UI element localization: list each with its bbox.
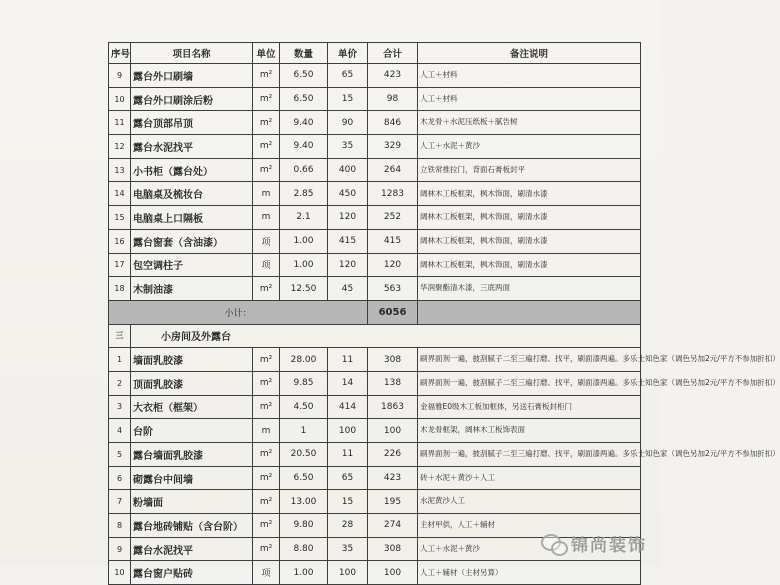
table-row	[109, 206, 641, 230]
row-no: 5	[109, 443, 131, 467]
row-name: 露台外口刷墙	[131, 64, 253, 88]
row-note: 人工＋辅材（主材另算）	[418, 561, 641, 585]
row-qty: 13.00	[280, 490, 328, 514]
row-no: 8	[109, 514, 131, 538]
row-name: 包空调柱子	[131, 253, 253, 277]
row-note: 水泥黄沙人工	[418, 490, 641, 514]
header-qty: 数量	[280, 43, 328, 64]
row-price: 400	[328, 158, 368, 182]
row-unit: 项	[253, 229, 280, 253]
row-note: 刷界面剂一遍，披刮腻子二至三遍打磨、找平，刷面漆两遍。多乐士知色家（调色另加2元/平方不参加折扣）	[418, 443, 641, 467]
row-note: 刷界面剂一遍，披刮腻子二至三遍打磨、找平，刷面漆两遍。多乐士知色家（调色另加2元/平方不参加折扣）	[418, 371, 641, 395]
table-row	[109, 443, 641, 467]
row-total: 308	[368, 537, 418, 561]
row-total: 846	[368, 111, 418, 135]
section-row	[109, 324, 641, 348]
row-total: 226	[368, 443, 418, 467]
row-name: 粉墙面	[131, 490, 253, 514]
quotation-table	[108, 42, 780, 585]
row-qty: 6.50	[280, 87, 328, 111]
table-header-row	[109, 43, 641, 64]
row-unit: m²	[253, 395, 280, 419]
table-row	[109, 419, 641, 443]
row-price: 35	[328, 537, 368, 561]
row-unit: m	[253, 419, 280, 443]
row-price: 14	[328, 371, 368, 395]
row-no: 10	[109, 561, 131, 585]
row-note: 砖＋水泥＋黄沙＋人工	[418, 466, 641, 490]
header-name: 项目名称	[131, 43, 253, 64]
row-name: 露台窗户贴砖	[131, 561, 253, 585]
row-note: 人工＋水泥＋黄沙	[418, 135, 641, 159]
row-note: 阔林木工板框架，枫木饰面，刷清水漆	[418, 182, 641, 206]
row-name: 露台地砖铺贴（含台阶）	[131, 514, 253, 538]
row-price: 65	[328, 466, 368, 490]
row-unit: m²	[253, 111, 280, 135]
row-unit: 项	[253, 253, 280, 277]
row-unit: m²	[253, 443, 280, 467]
table-row	[109, 111, 641, 135]
table-row	[109, 253, 641, 277]
header-note: 备注说明	[418, 43, 641, 64]
row-name: 墙面乳胶漆	[131, 348, 253, 372]
row-price: 65	[328, 64, 368, 88]
row-total: 308	[368, 348, 418, 372]
row-unit: m²	[253, 466, 280, 490]
subtotal-note	[418, 300, 641, 324]
row-note: 金福雅E0级木工板加框体，另送石膏板封柜门	[418, 395, 641, 419]
row-price: 450	[328, 182, 368, 206]
row-price: 11	[328, 443, 368, 467]
table-row	[109, 87, 641, 111]
row-price: 120	[328, 253, 368, 277]
table-row	[109, 348, 641, 372]
row-name: 电脑桌上口隔板	[131, 206, 253, 230]
row-note: 人工＋材料	[418, 64, 641, 88]
row-total: 329	[368, 135, 418, 159]
row-no: 2	[109, 371, 131, 395]
row-no: 3	[109, 395, 131, 419]
row-no: 17	[109, 253, 131, 277]
row-total: 264	[368, 158, 418, 182]
row-no: 6	[109, 466, 131, 490]
row-no: 15	[109, 206, 131, 230]
row-qty: 1.00	[280, 253, 328, 277]
table-row	[109, 277, 641, 301]
row-price: 15	[328, 87, 368, 111]
wechat-icon	[541, 534, 567, 554]
row-note: 木龙骨＋水泥压纸板＋腻告树	[418, 111, 641, 135]
row-no: 18	[109, 277, 131, 301]
row-note: 阔林木工板框架，枫木饰面，刷清水漆	[418, 206, 641, 230]
row-name: 木制油漆	[131, 277, 253, 301]
row-unit: m²	[253, 371, 280, 395]
section-title: 小房间及外露台	[131, 324, 641, 348]
row-qty: 9.80	[280, 514, 328, 538]
row-name: 露台外口刷涂后粉	[131, 87, 253, 111]
row-unit: m²	[253, 490, 280, 514]
row-note: 人工＋材料	[418, 87, 641, 111]
header-total: 合计	[368, 43, 418, 64]
row-no: 10	[109, 87, 131, 111]
row-price: 414	[328, 395, 368, 419]
row-qty: 9.40	[280, 111, 328, 135]
row-price: 415	[328, 229, 368, 253]
row-note: 木龙骨框架，阔林木工板饰表面	[418, 419, 641, 443]
watermark	[541, 531, 647, 556]
row-total: 138	[368, 371, 418, 395]
row-total: 100	[368, 419, 418, 443]
table-row	[109, 158, 641, 182]
header-price: 单价	[328, 43, 368, 64]
row-total: 563	[368, 277, 418, 301]
row-unit: m²	[253, 87, 280, 111]
row-price: 11	[328, 348, 368, 372]
row-name: 顶面乳胶漆	[131, 371, 253, 395]
row-unit: m²	[253, 64, 280, 88]
table-row	[109, 64, 641, 88]
row-total: 195	[368, 490, 418, 514]
row-no: 12	[109, 135, 131, 159]
row-qty: 1	[280, 419, 328, 443]
row-name: 露台墙面乳胶漆	[131, 443, 253, 467]
subtotal-value: 6056	[368, 300, 418, 324]
subtotal-label: 小计：	[109, 300, 368, 324]
row-name: 露台窗套（含油漆）	[131, 229, 253, 253]
row-price: 120	[328, 206, 368, 230]
row-price: 45	[328, 277, 368, 301]
row-note: 阔林木工板框架，枫木饰面，刷清水漆	[418, 229, 641, 253]
row-qty: 2.1	[280, 206, 328, 230]
row-no: 4	[109, 419, 131, 443]
row-qty: 9.85	[280, 371, 328, 395]
row-no: 1	[109, 348, 131, 372]
row-total: 423	[368, 64, 418, 88]
row-name: 露台水泥找平	[131, 537, 253, 561]
row-unit: m²	[253, 537, 280, 561]
row-total: 1863	[368, 395, 418, 419]
table-row	[109, 135, 641, 159]
row-price: 15	[328, 490, 368, 514]
row-qty: 4.50	[280, 395, 328, 419]
table-row	[109, 561, 641, 585]
row-total: 423	[368, 466, 418, 490]
row-name: 大衣柜（框架）	[131, 395, 253, 419]
row-no: 9	[109, 64, 131, 88]
row-total: 415	[368, 229, 418, 253]
table-row	[109, 466, 641, 490]
row-name: 露台顶部吊顶	[131, 111, 253, 135]
table-row	[109, 182, 641, 206]
row-unit: m²	[253, 277, 280, 301]
subtotal-row	[109, 300, 641, 324]
table-row	[109, 395, 641, 419]
row-no: 13	[109, 158, 131, 182]
row-total: 274	[368, 514, 418, 538]
row-total: 98	[368, 87, 418, 111]
row-qty: 6.50	[280, 466, 328, 490]
row-qty: 1.00	[280, 229, 328, 253]
row-name: 砌露台中间墙	[131, 466, 253, 490]
row-note: 人工＋水泥＋黄沙	[418, 537, 641, 561]
row-qty: 0.66	[280, 158, 328, 182]
row-no: 9	[109, 537, 131, 561]
table-row	[109, 490, 641, 514]
row-qty: 20.50	[280, 443, 328, 467]
header-unit: 单位	[253, 43, 280, 64]
row-name: 台阶	[131, 419, 253, 443]
row-note: 阔林木工板框架，枫木饰面，刷清水漆	[418, 253, 641, 277]
table-row	[109, 229, 641, 253]
row-price: 35	[328, 135, 368, 159]
row-qty: 28.00	[280, 348, 328, 372]
table-body-section-2	[109, 64, 641, 301]
row-note: 立铁常推拉门，背面石膏板封平	[418, 158, 641, 182]
row-no: 16	[109, 229, 131, 253]
row-total: 1283	[368, 182, 418, 206]
row-price: 90	[328, 111, 368, 135]
row-unit: m²	[253, 348, 280, 372]
row-name: 小书柜（露台处）	[131, 158, 253, 182]
row-unit: m	[253, 182, 280, 206]
row-qty: 8.80	[280, 537, 328, 561]
row-no: 14	[109, 182, 131, 206]
row-qty: 6.50	[280, 64, 328, 88]
row-unit: 项	[253, 561, 280, 585]
row-total: 120	[368, 253, 418, 277]
row-qty: 1.00	[280, 561, 328, 585]
row-unit: m²	[253, 158, 280, 182]
row-unit: m²	[253, 135, 280, 159]
row-qty: 12.50	[280, 277, 328, 301]
table-row	[109, 371, 641, 395]
row-price: 100	[328, 561, 368, 585]
row-note: 华润聚酯清木漆，三底两面	[418, 277, 641, 301]
row-price: 100	[328, 419, 368, 443]
row-price: 28	[328, 514, 368, 538]
row-qty: 2.85	[280, 182, 328, 206]
row-unit: m²	[253, 514, 280, 538]
row-name: 电脑桌及梳妆台	[131, 182, 253, 206]
row-note: 刷界面剂一遍，披刮腻子二至三遍打磨、找平，刷面漆两遍。多乐士知色家（调色另加2元/平方不参加折扣）	[418, 348, 641, 372]
row-no: 7	[109, 490, 131, 514]
row-qty: 9.40	[280, 135, 328, 159]
row-total: 252	[368, 206, 418, 230]
row-unit: m	[253, 206, 280, 230]
row-name: 露台水泥找平	[131, 135, 253, 159]
row-no: 11	[109, 111, 131, 135]
row-note: 主材甲供，人工＋辅材	[418, 514, 641, 538]
section-no: 三	[109, 324, 131, 348]
watermark-text: 锦尚装饰	[571, 536, 647, 556]
header-no: 序号	[109, 43, 131, 64]
row-total: 100	[368, 561, 418, 585]
